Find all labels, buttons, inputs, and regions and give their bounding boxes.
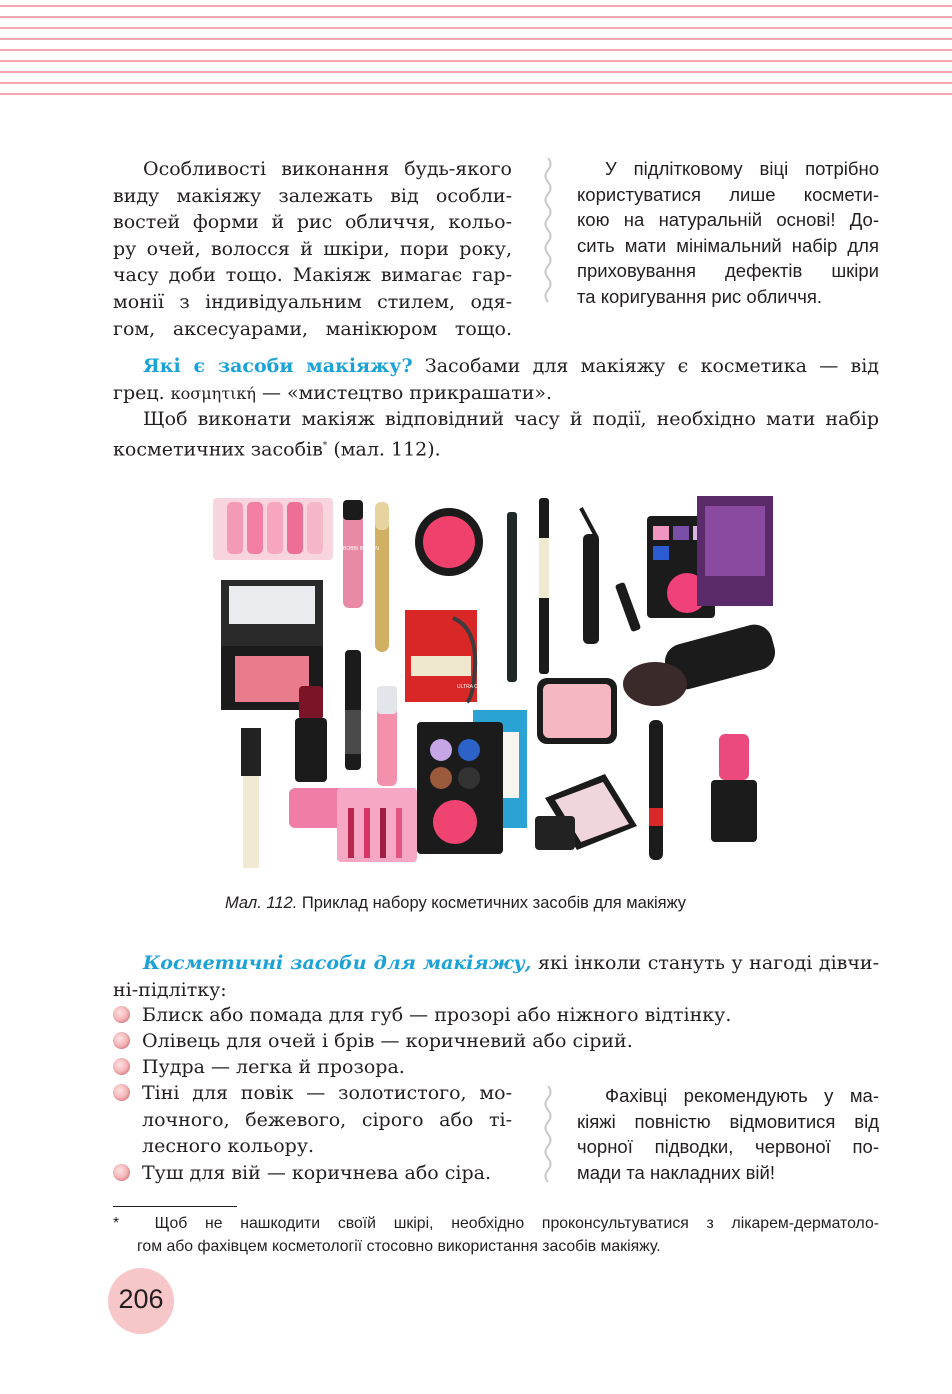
- figure-caption-text: Приклад набору косметичних засобів для макіяжу: [301, 894, 687, 912]
- brand-label-1: BOBBI BROWN: [343, 546, 379, 552]
- note-line: сить мати мінімальний набір для: [577, 234, 879, 256]
- bullet-line: лесного кольору.: [142, 1135, 315, 1158]
- note-line: кіяжі повністю відмовитися від: [577, 1110, 879, 1132]
- bullet-item-shadows: [142, 1080, 512, 1160]
- intro-line: гом, аксесуарами, манікюром тощо.: [113, 317, 512, 340]
- means-text: — «мистецтво прикрашати».: [261, 381, 553, 404]
- intro-line: Особливості виконання будь-якого: [143, 158, 512, 180]
- page-number-badge: [108, 1268, 174, 1334]
- bullet-dot: [113, 1164, 130, 1181]
- cosmetics-intro-text: ні-підлітку:: [113, 978, 227, 1001]
- wavy-divider: [541, 1086, 555, 1182]
- bullet-line: лочного, бежевого, сірого або ті-: [142, 1108, 512, 1131]
- bullet-dot: [113, 1006, 130, 1023]
- footnote-marker: *: [113, 1215, 120, 1232]
- bullet-item: Пудра — легка й прозора.: [142, 1056, 405, 1078]
- figure-label: Мал. 112.: [225, 894, 298, 912]
- bullet-item: Олівець для очей і брів — коричневий або сірий.: [142, 1030, 633, 1052]
- bullet-dot: [113, 1058, 130, 1075]
- note-line: Фахівці рекомендують у ма-: [605, 1085, 879, 1106]
- wavy-divider: [541, 158, 555, 306]
- footnote-marker: *: [322, 440, 328, 451]
- side-note-experts: [577, 1083, 879, 1185]
- note-line: мади та накладних вій!: [577, 1161, 776, 1183]
- footnote: [113, 1213, 879, 1258]
- bullet-dot: [113, 1084, 130, 1101]
- header-stripes: [0, 0, 952, 105]
- greek-word: κοσμητική: [170, 383, 256, 403]
- means-text: грец.: [113, 381, 165, 404]
- intro-line: востей форми й рис обличчя, кольо-: [113, 211, 512, 234]
- intro-line: часу доби тощо. Макіяж вимагає гар-: [113, 264, 512, 287]
- lipgloss-set: [213, 498, 333, 560]
- footnote-text: Щоб не нашкодити своїй шкірі, необхідно проконсультуватися з лікарем-дерматоло-: [154, 1215, 879, 1232]
- note-line: кою на натуральній основі! До-: [577, 209, 879, 230]
- means-paragraph: [113, 353, 879, 407]
- bullet-item: Блиск або помада для губ — прозорі або ніжного відтінку.: [142, 1004, 732, 1026]
- kit-line: Щоб виконати макіяж відповідний часу й події, необхідно мати набір: [143, 408, 879, 430]
- footnote-text: гом або фахівцем косметології стосовно використання засобів макіяжу.: [137, 1237, 661, 1255]
- bullet-line: Тіні для повік — золотистого, мо-: [142, 1082, 512, 1104]
- kit-paragraph: [113, 406, 879, 463]
- figure-caption: [225, 894, 686, 913]
- note-line: приховування дефектів шкіри: [577, 260, 879, 281]
- kit-text: косметичних засобів: [113, 437, 323, 460]
- cosmetics-emphasis: Косметичні засоби для макіяжу,: [143, 952, 532, 974]
- intro-paragraph: [113, 156, 512, 342]
- note-line: користуватися лише космети-: [577, 183, 879, 205]
- intro-line: монії з індивідуальним стилем, одя-: [113, 290, 512, 313]
- side-note-natural: [577, 156, 879, 309]
- note-line: та коригування рис обличчя.: [577, 285, 823, 307]
- brand-label-2: ULTRA COLOR: [457, 684, 492, 690]
- means-question: Які є засоби макіяжу?: [143, 355, 413, 377]
- note-line: чорної підводки, червоної по-: [577, 1136, 879, 1157]
- note-line: У підлітковому віці потрібно: [605, 158, 879, 179]
- cosmetics-kit-image: [205, 488, 785, 870]
- cosmetics-intro-text: які інколи стануть у нагоді дівчи-: [537, 952, 880, 974]
- page-number: 206: [118, 1284, 164, 1314]
- intro-line: виду макіяжу залежать від особли-: [113, 184, 512, 207]
- cosmetics-intro: [113, 950, 879, 1003]
- means-text: Засобами для макіяжу є косметика — від: [424, 355, 879, 377]
- kit-text: (мал. 112).: [333, 437, 441, 460]
- footnote-rule: [113, 1206, 237, 1207]
- bullet-item: Туш для вій — коричнева або сіра.: [142, 1162, 492, 1184]
- intro-line: ру очей, волосся й шкіри, пори року,: [113, 237, 512, 260]
- bullet-dot: [113, 1032, 130, 1049]
